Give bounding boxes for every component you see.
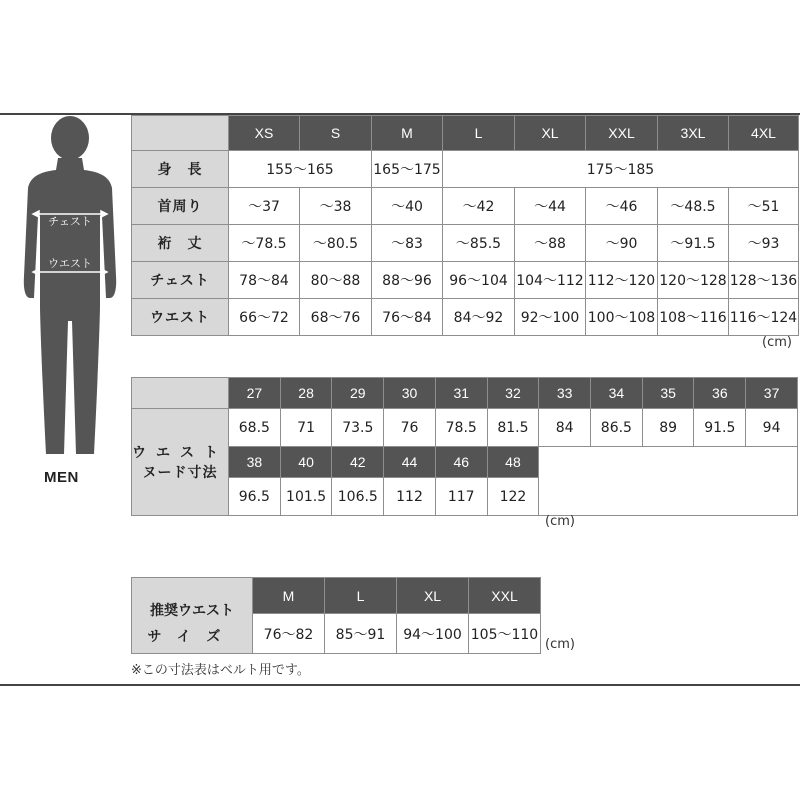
belt-table-unit: (cm)	[545, 637, 575, 652]
measurement-cell: 88〜96	[372, 262, 443, 299]
waist-value-cell: 84	[539, 409, 591, 447]
chest-label: チェスト	[48, 215, 92, 228]
row-label-cell: 首周り	[132, 188, 229, 225]
measurement-cell: 〜83	[372, 225, 443, 262]
measurement-cell: 120〜128	[658, 262, 729, 299]
belt-size-header-cell: XL	[397, 578, 469, 614]
measurement-cell: 155〜165	[229, 151, 372, 188]
waist-size-header-cell: 27	[229, 378, 281, 409]
measurement-cell: 〜38	[300, 188, 372, 225]
waist-value-cell: 101.5	[280, 478, 332, 516]
size-table-row	[132, 188, 799, 225]
size-header-cell: XXL	[586, 116, 658, 151]
measurement-cell: 〜93	[729, 225, 799, 262]
belt-value-cell: 85〜91	[325, 614, 397, 654]
row-label-cell: 裄 丈	[132, 225, 229, 262]
nude-waist-label-cell	[132, 409, 229, 516]
waist-size-header-cell: 34	[591, 378, 643, 409]
waist-size-header-cell: 35	[642, 378, 694, 409]
waist-size-header-cell: 30	[384, 378, 436, 409]
belt-label-line2: サイズ	[147, 628, 237, 645]
measurement-cell: 〜90	[586, 225, 658, 262]
measurement-cell: 84〜92	[443, 299, 515, 336]
waist-value-cell: 78.5	[435, 409, 487, 447]
waist-value-cell: 122	[487, 478, 539, 516]
measurement-cell: 92〜100	[515, 299, 586, 336]
waist-value-cell: 89	[642, 409, 694, 447]
waist-value-cell: 68.5	[229, 409, 281, 447]
measurement-cell: 108〜116	[658, 299, 729, 336]
waist-size-header-cell: 31	[435, 378, 487, 409]
measurement-cell: 〜85.5	[443, 225, 515, 262]
blank-cell	[539, 447, 798, 516]
waist-value-cell: 86.5	[591, 409, 643, 447]
belt-size-table	[131, 577, 541, 654]
measurement-cell: 165〜175	[372, 151, 443, 188]
men-label: MEN	[44, 469, 79, 486]
measurement-cell: 76〜84	[372, 299, 443, 336]
measurement-cell: 96〜104	[443, 262, 515, 299]
waist-size-header-cell: 32	[487, 378, 539, 409]
belt-size-header-cell: M	[253, 578, 325, 614]
size-header-cell: XL	[515, 116, 586, 151]
waist-value-cell: 112	[384, 478, 436, 516]
waist-size-header-cell: 28	[280, 378, 332, 409]
belt-value-cell: 94〜100	[397, 614, 469, 654]
measurement-cell: 〜51	[729, 188, 799, 225]
measurement-cell: 128〜136	[729, 262, 799, 299]
nude-table-row	[132, 409, 798, 447]
nude-table-unit: (cm)	[545, 514, 575, 529]
measurement-cell: 〜44	[515, 188, 586, 225]
waist-value-cell: 81.5	[487, 409, 539, 447]
belt-size-header-cell: XXL	[469, 578, 541, 614]
size-table-row	[132, 299, 799, 336]
size-table-row	[132, 151, 799, 188]
measurement-cell: 〜91.5	[658, 225, 729, 262]
nude-table-row	[132, 447, 798, 478]
size-header-cell: L	[443, 116, 515, 151]
measurement-cell: 175〜185	[443, 151, 799, 188]
belt-value-cell: 105〜110	[469, 614, 541, 654]
waist-size-header-cell: 44	[384, 447, 436, 478]
measurement-cell: 112〜120	[586, 262, 658, 299]
measurement-cell: 116〜124	[729, 299, 799, 336]
blank-cell	[132, 378, 229, 409]
measurement-cell: 78〜84	[229, 262, 300, 299]
header-corner-cell	[132, 116, 229, 151]
size-table	[131, 115, 799, 336]
waist-label: ウエスト	[48, 257, 92, 270]
measurement-cell: 〜42	[443, 188, 515, 225]
row-label-cell: ウエスト	[132, 299, 229, 336]
nude-table-row	[132, 378, 798, 409]
measurement-cell: 〜40	[372, 188, 443, 225]
waist-size-header-cell: 40	[280, 447, 332, 478]
waist-size-header-cell: 37	[746, 378, 798, 409]
body-figure	[14, 116, 126, 456]
measurement-cell: 〜88	[515, 225, 586, 262]
belt-label-cell	[132, 578, 253, 654]
belt-note: ※この寸法表はベルト用です。	[131, 663, 310, 678]
measurement-cell: 80〜88	[300, 262, 372, 299]
waist-value-cell: 71	[280, 409, 332, 447]
waist-size-header-cell: 46	[435, 447, 487, 478]
size-table-row	[132, 262, 799, 299]
waist-value-cell: 73.5	[332, 409, 384, 447]
waist-size-header-cell: 36	[694, 378, 746, 409]
measurement-cell: 〜37	[229, 188, 300, 225]
waist-size-header-cell: 38	[229, 447, 281, 478]
belt-label-line1: 推奨ウエスト	[150, 602, 234, 619]
size-header-cell: 3XL	[658, 116, 729, 151]
belt-table-row	[132, 578, 541, 614]
waist-value-cell: 76	[384, 409, 436, 447]
nude-label-line2: ヌード寸法	[142, 465, 218, 481]
waist-size-header-cell: 42	[332, 447, 384, 478]
measurement-cell: 〜80.5	[300, 225, 372, 262]
belt-size-header-cell: L	[325, 578, 397, 614]
nude-label-line1: ウエスト	[132, 445, 228, 461]
waist-size-header-cell: 48	[487, 447, 539, 478]
waist-size-header-cell: 29	[332, 378, 384, 409]
measurement-cell: 104〜112	[515, 262, 586, 299]
belt-value-cell: 76〜82	[253, 614, 325, 654]
size-header-cell: 4XL	[729, 116, 799, 151]
measurement-cell: 〜48.5	[658, 188, 729, 225]
row-label-cell: 身 長	[132, 151, 229, 188]
measurement-cell: 66〜72	[229, 299, 300, 336]
measurement-cell: 68〜76	[300, 299, 372, 336]
size-header-cell: XS	[229, 116, 300, 151]
size-header-cell: S	[300, 116, 372, 151]
nude-waist-table	[131, 377, 798, 516]
waist-value-cell: 94	[746, 409, 798, 447]
measurement-cell: 100〜108	[586, 299, 658, 336]
size-table-unit: (cm)	[762, 335, 792, 350]
waist-value-cell: 117	[435, 478, 487, 516]
measurement-cell: 〜78.5	[229, 225, 300, 262]
waist-value-cell: 106.5	[332, 478, 384, 516]
size-table-row	[132, 225, 799, 262]
measurement-cell: 〜46	[586, 188, 658, 225]
size-header-row	[132, 116, 799, 151]
waist-value-cell: 91.5	[694, 409, 746, 447]
size-header-cell: M	[372, 116, 443, 151]
row-label-cell: チェスト	[132, 262, 229, 299]
waist-value-cell: 96.5	[229, 478, 281, 516]
waist-size-header-cell: 33	[539, 378, 591, 409]
